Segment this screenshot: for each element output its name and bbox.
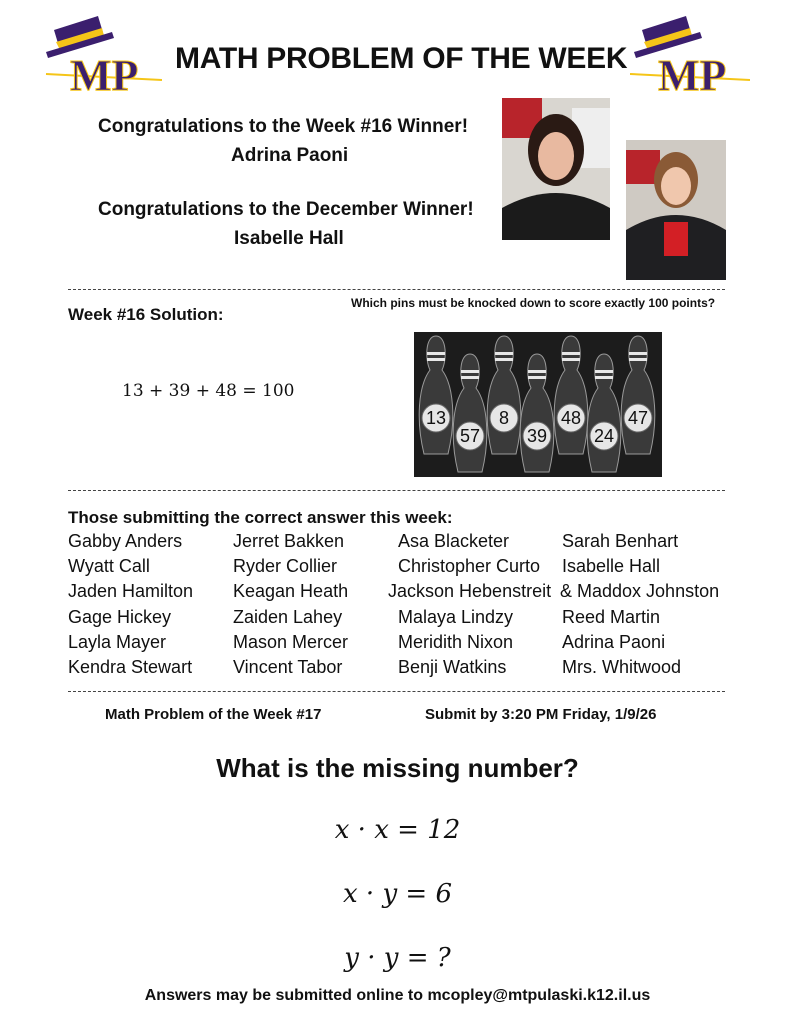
student-name: Jaden Hamilton: [68, 581, 194, 602]
week-winner-line: Congratulations to the Week #16 Winner!: [98, 116, 469, 137]
student-name: Wyatt Call: [68, 556, 150, 577]
equation-2: x · y = 6: [342, 879, 452, 909]
student-name: Isabelle Hall: [562, 556, 661, 577]
student-name: & Maddox Johnston: [560, 581, 720, 602]
student-name: Jerret Bakken: [233, 531, 345, 551]
student-name: Benji Watkins: [398, 657, 507, 677]
week-winner-photo: [502, 98, 610, 240]
correct-heading: Those submitting the correct answer this week:: [68, 508, 453, 527]
equation-3: y · y = ?: [344, 943, 451, 973]
divider: [68, 289, 725, 290]
pin-number: 8: [498, 408, 510, 428]
month-winner-photo: [626, 140, 726, 280]
student-name: Gage Hickey: [68, 606, 172, 627]
logo-text: MP: [70, 51, 139, 92]
student-name: Zaiden Lahey: [233, 606, 343, 627]
page-title: MATH PROBLEM OF THE WEEK: [175, 42, 628, 75]
pin-number: 48: [560, 408, 582, 428]
pin-question: Which pins must be knocked down to score exactly 100 points?: [351, 296, 716, 310]
month-winner-line: Congratulations to the December Winner!: [98, 199, 474, 220]
solution-label: Week #16 Solution:: [68, 305, 224, 324]
student-name: Asa Blacketer: [398, 531, 510, 551]
submission-footer: Answers may be submitted online to mcopley@mtpulaski.k12.il.us: [144, 987, 651, 1004]
student-name: Reed Martin: [562, 606, 661, 627]
pin-number: 24: [593, 426, 615, 446]
pin-number: 57: [459, 426, 481, 446]
student-name: Christopher Curto: [398, 556, 541, 577]
student-name: Ryder Collier: [233, 556, 338, 577]
next-question: What is the missing number?: [216, 753, 579, 783]
student-name: Jackson Hebenstreit: [388, 581, 552, 602]
student-name: Vincent Tabor: [233, 657, 343, 677]
next-problem-label: Math Problem of the Week #17: [105, 706, 322, 723]
pin-number: 39: [526, 426, 548, 446]
mp-logo-left: [42, 12, 162, 92]
student-name: Mrs. Whitwood: [562, 657, 682, 677]
divider: [68, 490, 725, 491]
bowling-pins-figure: [414, 332, 662, 477]
divider: [68, 691, 725, 692]
solution-equation: 13 + 39 + 48 = 100: [122, 381, 295, 401]
logo-text: MP: [658, 51, 727, 92]
student-name: Layla Mayer: [68, 631, 167, 652]
student-name: Mason Mercer: [233, 631, 349, 652]
student-name: Sarah Benhart: [562, 531, 679, 551]
student-name: Keagan Heath: [233, 581, 349, 602]
month-winner-name: Isabelle Hall: [234, 228, 344, 249]
student-name: Adrina Paoni: [562, 631, 666, 652]
student-name: Kendra Stewart: [68, 657, 193, 677]
pin-number: 47: [627, 408, 649, 428]
student-name: Gabby Anders: [68, 531, 183, 551]
deadline: Submit by 3:20 PM Friday, 1/9/26: [425, 706, 657, 723]
equation-1: x · x = 12: [334, 815, 461, 845]
week-winner-name: Adrina Paoni: [231, 145, 349, 166]
student-name: Meridith Nixon: [398, 631, 514, 652]
pin-number: 13: [425, 408, 447, 428]
student-name: Malaya Lindzy: [398, 606, 514, 627]
mp-logo-right: [630, 12, 750, 92]
